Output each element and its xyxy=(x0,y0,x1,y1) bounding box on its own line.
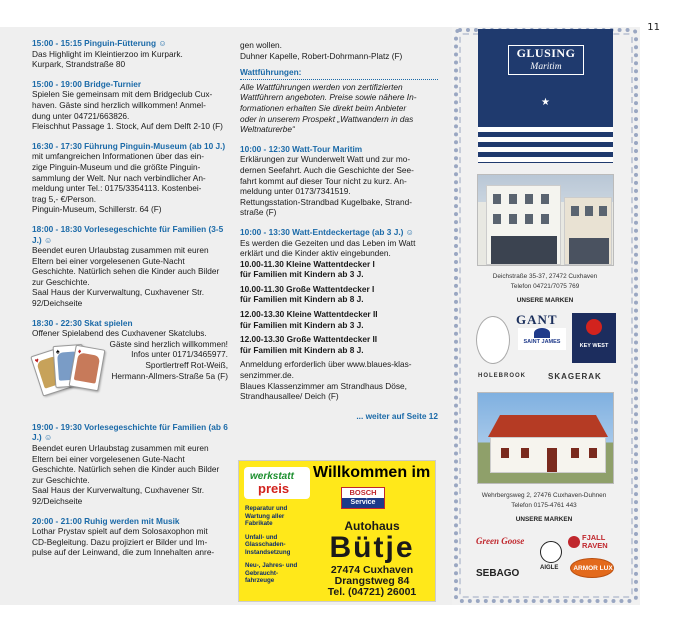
skat-details xyxy=(88,339,228,381)
event-line: Saal Haus der Kurverwaltung, Cuxhavener Str. xyxy=(32,485,205,496)
bosch-text: BOSCH xyxy=(349,488,377,497)
event-line: 92/Deichseite xyxy=(32,298,83,309)
event-title: 18:30 - 22:30 Skat spielen xyxy=(32,317,133,328)
skat-block xyxy=(32,339,228,413)
werkstatt-preis-logo xyxy=(244,467,310,499)
ad-address xyxy=(309,565,435,598)
event-line: für Familien mit Kindern ab 3 J. xyxy=(240,269,364,280)
event-line: pulse auf der Leinwand, die zum Innehalten anre- xyxy=(32,547,215,558)
ad-title: Willkommen im xyxy=(313,464,431,481)
cottage xyxy=(490,437,606,473)
event-line: Infos unter 0171/3465977. xyxy=(131,349,228,360)
event-line: 12.00-13.30 Kleine Wattentdecker II xyxy=(240,309,378,320)
event-title: 16:30 - 17:30 Führung Pinguin-Museum (ab 10 J.) xyxy=(32,140,226,151)
event-line: dernen Seefahrt. Auch die Geschichte der See- xyxy=(240,164,414,175)
event-line: Beendet euren Urlaubstag zusammen mit euren xyxy=(32,245,209,256)
event-line: Pinguin-Museum, Schillerstr. 64 (F) xyxy=(32,204,162,215)
top-margin xyxy=(0,0,676,27)
autohaus-advertisement xyxy=(238,460,436,602)
intro-line: Wattführern angeboten. Preise sowie nähere In- xyxy=(240,92,417,103)
event-line: Spielen Sie gemeinsam mit dem Bridgeclub Cux- xyxy=(32,89,213,100)
event-line: senzimmer.de. xyxy=(240,370,294,381)
event-line: haven. Gäste sind herzlich willkommen! Anmel- xyxy=(32,99,206,110)
event-line: erklärt und die Kinder aktiv eingebunden. xyxy=(240,248,391,259)
event-line: fahrt kommt auf dieser Tour nicht zu kurz. An- xyxy=(240,175,407,186)
aigle-logo xyxy=(540,541,562,563)
event-item xyxy=(32,422,228,507)
event-line: Beendet euren Urlaubstag zusammen mit euren xyxy=(32,443,209,454)
event-line: straße (F) xyxy=(240,207,277,218)
event-line: meldung unter 0173/7341519. xyxy=(240,186,351,197)
phone-line: Tel. (04721) 26001 xyxy=(327,586,417,598)
playing-cards-illustration: ♥ ♠ ♦ xyxy=(32,343,112,403)
event-line: dung unter 04721/663826. xyxy=(32,110,130,121)
event-line: Fleischhut Passage 1. Stock, Auf dem Delft 2-10 (F) xyxy=(32,121,223,132)
intro-line: formationen erhalten Sie direkt beim Anbieter xyxy=(240,102,407,113)
event-line: gen wollen. xyxy=(240,40,282,50)
event-line: Hermann-Allmers-Straße 5a (F) xyxy=(111,370,228,381)
storefront-photo-wehrbergsweg xyxy=(477,392,614,484)
event-line: Eltern bei einer vorgelesenen Gute-Nacht xyxy=(32,255,185,266)
brand-logo-oval xyxy=(476,316,510,364)
event-line: Strandhausallee/ Deich (F) xyxy=(240,391,339,402)
event-line: sammlung der Welt. Nur nach verbindlicher An- xyxy=(32,172,206,183)
ad-autohaus-label: Autohaus xyxy=(344,519,400,533)
armor-lux-logo xyxy=(570,558,614,578)
brands-heading-1: UNSERE MARKEN xyxy=(516,297,574,304)
event-title: 15:00 - 15:15 Pinguin-Fütterung ☺ xyxy=(32,38,167,48)
event-item xyxy=(32,38,228,70)
brand-sebago: SEBAGO xyxy=(476,568,520,579)
event-line: 10.00-11.30 Kleine Wattentdecker I xyxy=(240,258,375,269)
event-line: Blaues Klassenzimmer am Strandhaus Döse, xyxy=(240,380,407,391)
ad-services xyxy=(245,505,305,591)
event-line: zur Geschichte. xyxy=(32,276,90,287)
event-line: meldung unter Tel.: 0175/3354113. Kostenbei- xyxy=(32,183,202,194)
event-line: Anmeldung erforderlich über www.blaues-klas- xyxy=(240,359,412,370)
service-text: Service xyxy=(342,498,384,508)
event-line: Es werden die Gezeiten und das Leben im Watt xyxy=(240,237,416,248)
storefront-photo-deichstrasse xyxy=(477,174,614,266)
event-line: Offener Spielabend des Cuxhavener Skatclubs. xyxy=(32,328,207,339)
brand-holebrook: HOLEBROOK xyxy=(478,373,526,379)
page-number: 11 xyxy=(647,22,660,33)
event-item xyxy=(32,516,228,558)
event-line: Das Highlight im Kleintierzoo im Kurpark. xyxy=(32,48,183,59)
stripe xyxy=(478,137,613,142)
brand-fjallraven: FJALL RAVEN xyxy=(582,533,608,550)
service-item: Reparatur und Wartung aller Fabrikate xyxy=(245,505,288,527)
service-item: Unfall- und Glasschaden-Instandsetzung xyxy=(245,533,291,556)
intro-line: Weltnaturerbe“ xyxy=(240,124,295,135)
brand-key-west: KEY WEST xyxy=(579,343,609,349)
event-title: 20:00 - 21:00 Ruhig werden mit Musik xyxy=(32,515,180,526)
event-line: mit umfangreichen Informationen über das ein- xyxy=(32,151,205,162)
event-item xyxy=(32,224,228,309)
event-line: Kurpark, Strandstraße 80 xyxy=(32,59,126,70)
address-2: Wehrbergsweg 2, 27476 Cuxhaven-Duhnen xyxy=(481,492,607,499)
logo-text: preis xyxy=(258,481,290,496)
event-title: 18:00 - 18:30 Vorlesegeschichte für Familien (3-5 J.) ☺ xyxy=(32,223,224,245)
event-line: Geschichte. Natürlich sehen die Kinder auch Bilder xyxy=(32,266,220,277)
event-title: 10:00 - 13:30 Watt-Entdeckertage (ab 3 J.) ☺ xyxy=(240,226,415,237)
event-line: zige Pinguin-Museum und die größte Pinguin- xyxy=(32,161,201,172)
glusing-maritim-logo xyxy=(478,29,613,163)
event-line: Sportlertreff Rot-Weiß, xyxy=(145,360,228,371)
event-item xyxy=(32,79,228,132)
brands-heading-2: UNSERE MARKEN xyxy=(515,516,573,523)
event-line: zur Geschichte. xyxy=(32,474,90,485)
event-item xyxy=(240,144,438,218)
building xyxy=(564,197,612,265)
event-line: 92/Deichseite xyxy=(32,496,83,506)
events-column-2 xyxy=(240,40,438,421)
event-line: Rettungsstation-Strandbad Kugelbake, Strand- xyxy=(240,196,413,207)
logo-text: werkstatt xyxy=(250,471,294,482)
stripe xyxy=(478,157,613,162)
phone-1: Telefon 04721/7075 769 xyxy=(510,283,580,290)
building xyxy=(486,185,561,265)
saint-james-logo xyxy=(518,328,566,350)
brand-name: GLUSING xyxy=(516,46,576,60)
event-line: für Familien mit Kindern ab 3 J. xyxy=(240,319,364,330)
event-line: Eltern bei einer vorgelesenen Gute-Nacht xyxy=(32,453,185,464)
event-item xyxy=(32,141,228,215)
event-title: 10:00 - 12:30 Watt-Tour Maritim xyxy=(240,143,363,154)
address-line: Drangstweg 84 xyxy=(334,575,410,587)
brand-gant: GANT xyxy=(516,312,558,327)
stripe xyxy=(478,127,613,132)
brand-armor-lux: ARMOR LUX xyxy=(573,565,613,572)
event-title: 19:00 - 19:30 Vorlesegeschichte für Familien (ab 6 J.) ☺ xyxy=(32,421,228,443)
phone-2: Telefon 0175-4761 443 xyxy=(511,502,577,509)
star-icon: ★ xyxy=(541,97,550,108)
events-column-1 xyxy=(32,38,228,567)
event-line: Geschichte. Natürlich sehen die Kinder auch Bilder xyxy=(32,464,220,475)
bosch-service-logo xyxy=(341,487,385,509)
brand-subtitle: Maritim xyxy=(530,62,562,72)
event-item xyxy=(240,227,438,402)
brand-aigle: AIGLE xyxy=(540,565,559,571)
event-title: 15:00 - 19:00 Bridge-Turnier xyxy=(32,78,142,89)
ad-company-name: Bütje xyxy=(329,531,415,564)
key-west-logo xyxy=(572,313,616,363)
event-line: Gäste sind herzlich willkommen! xyxy=(109,338,228,349)
service-item: Neu-, Jahres- und Gebraucht-fahrzeuge xyxy=(245,562,298,584)
intro-line: Alle Wattführungen werden von zertifizierten xyxy=(240,81,403,92)
brand-saint-james: SAINT JAMES xyxy=(523,339,561,345)
event-item-skat xyxy=(32,318,228,413)
intro-line: oder in unserem Prospekt „Wattwandern in das xyxy=(240,113,414,124)
event-line: für Familien mit Kindern ab 8 J. xyxy=(240,344,364,355)
address-line: 27474 Cuxhaven xyxy=(330,564,414,576)
event-line: Erklärungen zur Wunderwelt Watt und zur mo- xyxy=(240,154,411,165)
fjallraven-logo xyxy=(568,534,622,552)
address-1: Deichstraße 35-37, 27472 Cuxhaven xyxy=(492,273,598,280)
stripe xyxy=(478,147,613,152)
brand-skagerak: SKAGERAK xyxy=(548,372,602,381)
section-intro xyxy=(240,82,438,135)
continued-link[interactable]: ... weiter auf Seite 12 xyxy=(356,410,438,421)
green-goose-logo: Green Goose xyxy=(476,536,525,546)
section-title-wattfuehrungen: Wattführungen: xyxy=(240,67,438,80)
event-line: CD-Begleitung. Dazu projiziert er Bilder und Im- xyxy=(32,536,208,547)
roof xyxy=(488,415,608,437)
event-line: trag 5,- €/Person. xyxy=(32,193,97,204)
event-line: Saal Haus der Kurverwaltung, Cuxhavener Str. xyxy=(32,287,205,298)
brand-badge xyxy=(508,45,584,75)
event-line: Lothar Prystav spielt auf dem Solosaxophon mit xyxy=(32,526,208,537)
event-line: 10.00-11.30 Große Wattentdecker I xyxy=(240,283,375,294)
event-line: für Familien mit Kindern ab 8 J. xyxy=(240,294,364,305)
event-line: Duhner Kapelle, Robert-Dohrmann-Platz (F) xyxy=(240,50,403,61)
event-line: 12.00-13.30 Große Wattentdecker II xyxy=(240,334,378,345)
